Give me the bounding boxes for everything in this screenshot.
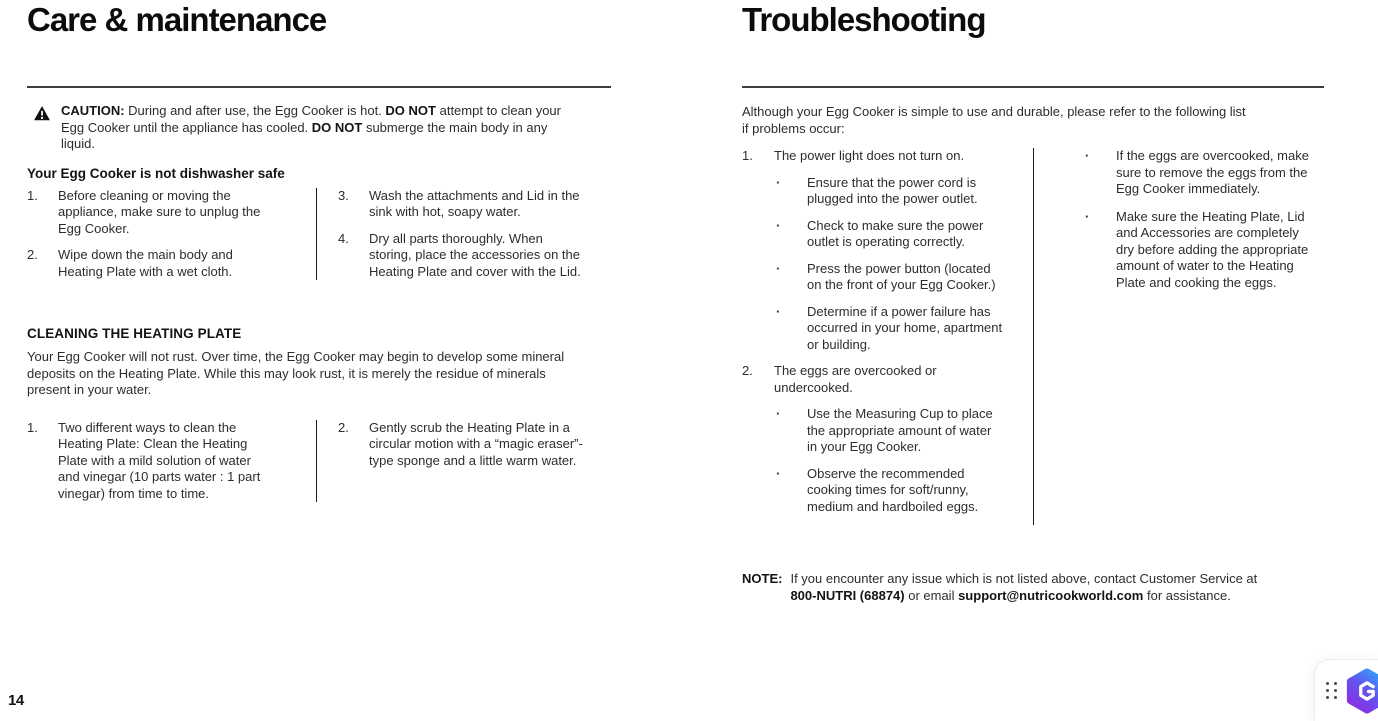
cleaning-list-column-2 [338, 420, 587, 503]
bullet-marker: · [776, 406, 781, 421]
bullet-text: Ensure that the power cord is plugged into the power outlet. [807, 174, 978, 206]
email-address: support@nutricookworld.com [958, 587, 1144, 603]
bullet-marker: · [1085, 148, 1090, 163]
problem-item [742, 363, 1033, 396]
bullet-text: If the eggs are overcooked, make sure to remove the eggs from the Egg Cooker immediately. [1116, 148, 1309, 196]
bullet-text: Observe the recommended cooking times for soft/runny, medium and hardboiled eggs. [807, 465, 979, 514]
caution-block [27, 103, 611, 153]
list-item-text: Before cleaning or moving the appliance, make sure to unplug the Egg Cooker. [58, 187, 261, 236]
note-label: NOTE: [742, 571, 783, 586]
hexagon-logo-icon[interactable] [1344, 668, 1378, 714]
list-item-text: Wipe down the main body and Heating Plate with a wet cloth. [58, 247, 233, 279]
list-item-number: 4. [338, 230, 349, 246]
cleaning-paragraph: Your Egg Cooker will not rust. Over time, the Egg Cooker may begin to develop some mineral deposits on the Heating Plate. While this may look rust, it is merely the residue of minerals present in your water. [27, 349, 565, 397]
bullet-marker: · [776, 217, 781, 233]
list-item-number: 1. [27, 419, 38, 435]
note-paragraph [790, 571, 1280, 604]
bullet-item [776, 218, 1033, 251]
note-text-segment: or email [904, 587, 959, 603]
bullet-marker: · [776, 260, 781, 276]
bullet-item [776, 261, 1033, 294]
problem-item [742, 148, 1033, 165]
caution-paragraph [61, 103, 563, 153]
dishwasher-steps-list [27, 188, 611, 281]
list-item [338, 231, 587, 281]
problem-bullets [776, 175, 1033, 354]
list-item-number: 1. [742, 148, 753, 163]
drag-handle-icon[interactable] [1326, 682, 1337, 699]
extension-widget-button[interactable] [1314, 659, 1378, 721]
list-item-number: 2. [27, 247, 38, 262]
note-text-segment: for assistance. [1143, 587, 1231, 603]
troubleshooting-title: Troubleshooting [742, 1, 986, 38]
bullet-text: Use the Measuring Cup to place the appropriate amount of water in your Egg Cooker. [807, 406, 993, 454]
bullet-marker: · [1085, 208, 1090, 224]
troubleshooting-column-divider [1033, 148, 1034, 525]
cleaning-heading: CLEANING THE HEATING PLATE [27, 326, 242, 341]
troubleshooting-section [742, 0, 1324, 604]
problem-bullets [776, 406, 1033, 515]
list-column-divider [316, 188, 317, 281]
care-maintenance-title: Care & maintenance [27, 1, 327, 38]
list-item [27, 188, 316, 238]
bullet-item [776, 466, 1033, 516]
problem-text: The power light does not turn on. [774, 148, 965, 163]
page-number: 14 [8, 692, 24, 709]
list-item-number: 1. [27, 187, 38, 203]
section-rule-right [742, 86, 1324, 88]
dishwasher-list-column-2 [338, 188, 587, 281]
bullet-item [776, 304, 1033, 354]
list-item [27, 247, 316, 280]
care-maintenance-section [27, 0, 611, 502]
list-item-text: Wash the attachments and Lid in the sink with hot, soapy water. [369, 187, 580, 219]
dishwasher-heading: Your Egg Cooker is not dishwasher safe [27, 165, 285, 181]
bullet-item [776, 175, 1033, 208]
bullet-text: Make sure the Heating Plate, Lid and Accessories are completely dry before adding the appropriate amount of water to the Heating Plate and cooking the eggs. [1116, 208, 1309, 290]
troubleshooting-column-1 [742, 148, 1033, 525]
bullet-marker: · [776, 174, 781, 190]
list-item-number: 2. [742, 363, 753, 378]
list-item-text: Two different ways to clean the Heating Plate: Clean the Heating Plate with a mild solution of water and vinegar (10 parts water : 1 part vinegar) from time to time. [58, 419, 261, 501]
section-rule-left [27, 86, 611, 88]
caution-text-segment: attempt to clean your Egg Cooker until the appliance has cooled. [61, 103, 561, 135]
cleaning-list-column-1 [27, 420, 316, 503]
list-item-text: Gently scrub the Heating Plate in a circular motion with a “magic eraser”-type sponge and a little warm water. [369, 419, 583, 468]
caution-text-segment: submerge the main body in any liquid. [61, 119, 548, 151]
caution-bold-segment: DO NOT [385, 103, 436, 118]
bullet-item [776, 406, 1033, 456]
cleaning-steps-list [27, 420, 611, 503]
problem-text: The eggs are overcooked or undercooked. [774, 363, 937, 395]
bullet-marker: · [776, 465, 781, 481]
list-item-number: 2. [338, 419, 349, 435]
bullet-text: Press the power button (located on the front of your Egg Cooker.) [807, 260, 996, 292]
bullet-text: Determine if a power failure has occurred in your home, apartment or building. [807, 303, 1003, 352]
warning-icon [33, 105, 51, 122]
bullet-item [1085, 209, 1325, 292]
bullet-text: Check to make sure the power outlet is operating correctly. [807, 217, 984, 249]
note-text-segment: If you encounter any issue which is not listed above, contact Customer Service at [790, 571, 1258, 586]
list-item [338, 188, 587, 221]
list-item [27, 420, 316, 503]
list-item [338, 420, 587, 470]
bullet-item [1085, 148, 1325, 198]
dishwasher-list-column-1 [27, 188, 316, 281]
bullet-marker: · [776, 303, 781, 319]
troubleshooting-columns [742, 148, 1324, 525]
phone-number: 800-NUTRI (68874) [790, 587, 905, 603]
list-item-text: Dry all parts thoroughly. When storing, place the accessories on the Heating Plate and cover with the Lid. [369, 230, 581, 279]
list-column-divider [316, 420, 317, 503]
troubleshooting-intro: Although your Egg Cooker is simple to use and durable, please refer to the following list if problems occur: [742, 104, 1246, 136]
troubleshooting-column-2 [1085, 148, 1325, 525]
caution-bold-segment: DO NOT [311, 119, 363, 135]
list-item-number: 3. [338, 187, 349, 203]
caution-label: CAUTION: [61, 103, 125, 118]
caution-text-segment: During and after use, the Egg Cooker is hot. [124, 103, 386, 118]
note-block [742, 571, 1324, 604]
